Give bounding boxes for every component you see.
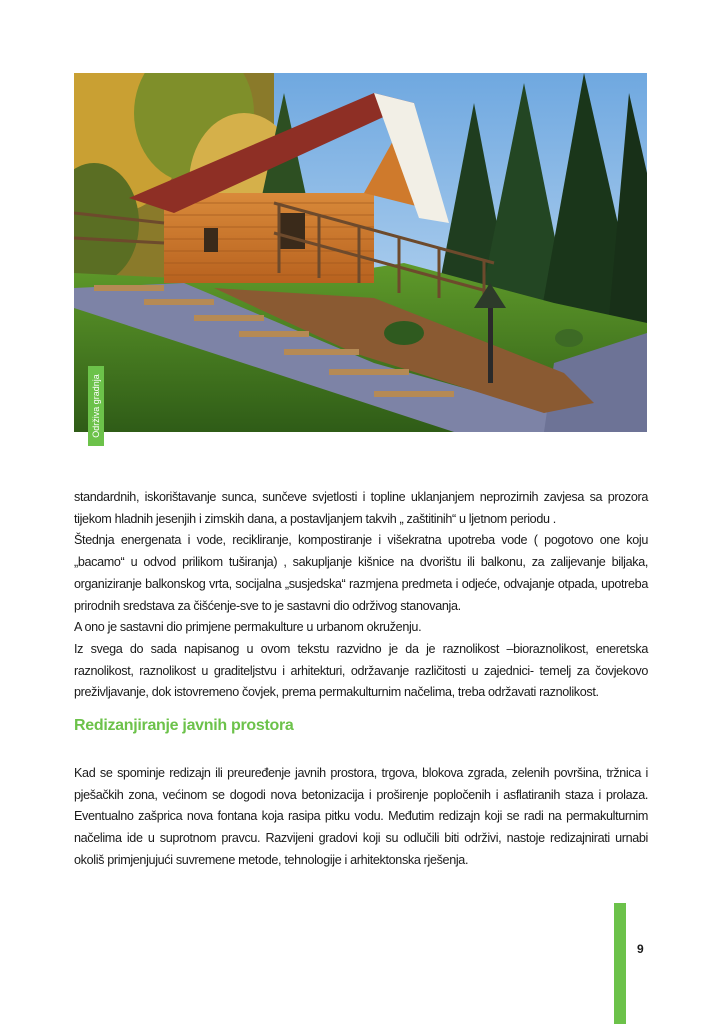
body-text-1 (74, 487, 648, 704)
page-accent-bar (614, 903, 626, 1024)
log-cabin-photo (74, 73, 647, 432)
body-text-2 (74, 763, 648, 872)
page-number: 9 (637, 942, 644, 956)
paragraph: standardnih, iskorištavanje sunca, sunčeve svjetlosti i topline uklanjanjem neprozirnih zavjesa sa prozora tijekom hladnih jesenjih i zimskih dana, a postavljanjem takvih „ zaštitinih“ u ljetnom periodu . (74, 490, 648, 526)
paragraph: A ono je sastavni dio primjene permakulture u urbanom okruženju. (74, 620, 422, 635)
section-heading: Redizanjiranje javnih prostora (74, 717, 294, 734)
paragraph: Iz svega do sada napisanog u ovom tekstu razvidno je da je raznolikost –bioraznolikost, eneretska raznolikost, raznolikost u graditeljstvu i arhitekturi, održavanje različitosti u zajednici- temelj za čovjekovo preživljavanje, dok istovremeno čovjek, prema permakulturnim načelima, treba održavati raznolikost. (74, 641, 648, 700)
paragraph: Kad se spominje redizajn ili preuređenje javnih prostora, trgova, blokova zgrada, zelenih površina, tržnica i pješačkih zona, većinom se dogodi nova betonizacija i proširenje popločenih i asflatiranih staza i prolaza. Eventualno zašprica nova fontana koja rasipa pitku vodu. Međutim redizajn koji se radi na permakulturnim načelima ide u suprotnom pravcu. Razvijeni gradovi koji su odlučili biti održivi, nastoje redizajnirati urnabi okoliš primjenjujući suvremene metode, tehnologije i arhitektonska rješenja. (74, 766, 648, 867)
section-side-tab (88, 366, 104, 446)
paragraph: Štednja energenata i vode, recikliranje, kompostiranje i višekratna upotreba vode ( pogotovo one koju „bacamo“ u odvod prilikom tuširanja) , sakupljanje kišnice na dvorištu ili balkonu, za zalijevanje biljaka, organiziranje balkonskog vrta, socijalna „susjedska“ razmjena predmeta i odjeće, odvajanje otpada, upotreba prirodnih sredstava za čišćenje-sve to je sastavni dio održivog stanovanja. (74, 533, 648, 613)
side-tab-label: Održiva gradnja (91, 374, 101, 438)
